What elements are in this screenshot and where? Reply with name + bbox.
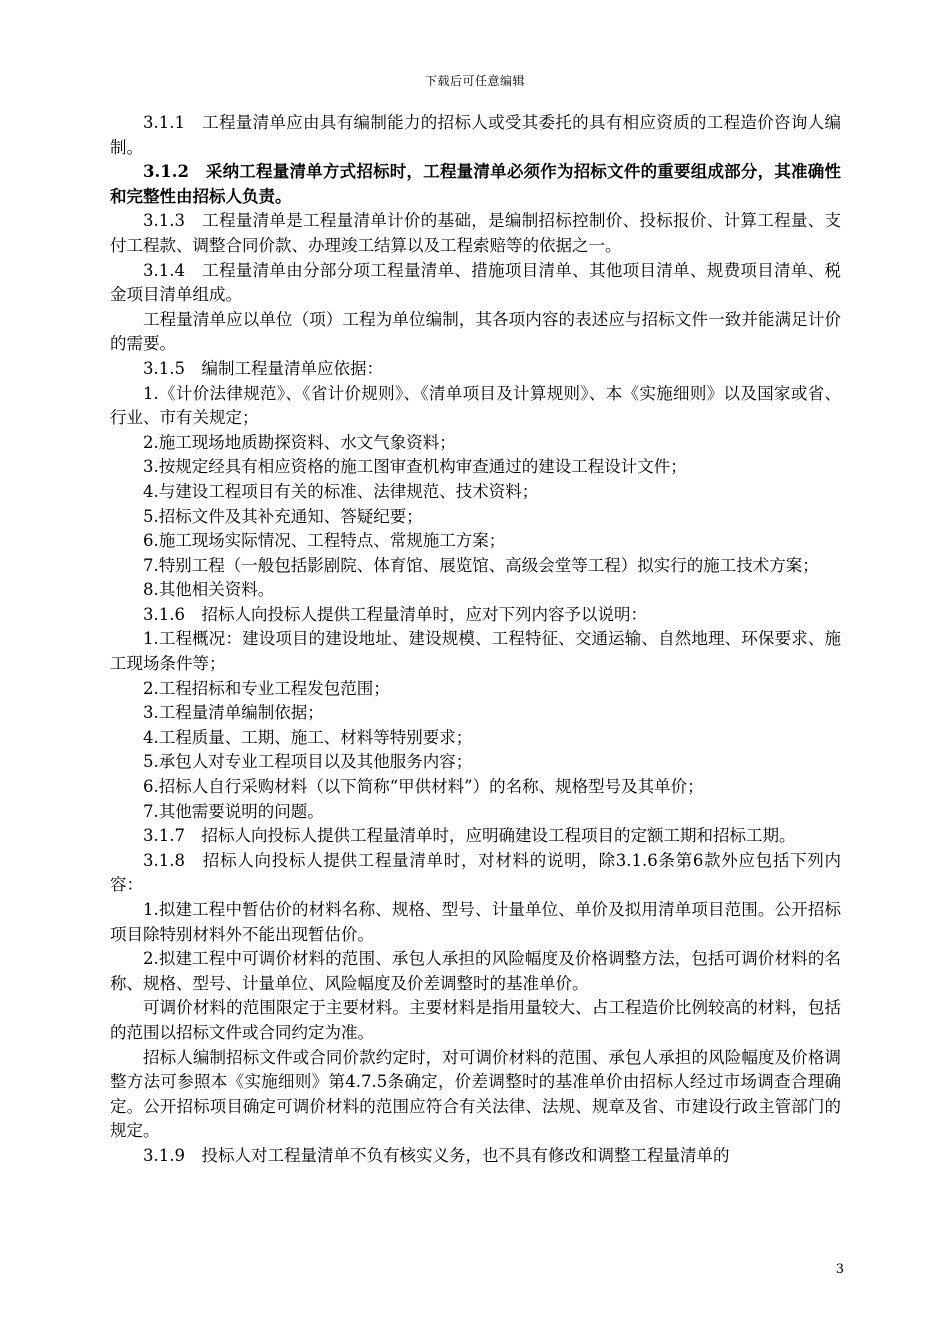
paragraph: 5.承包人对专业工程项目以及其他服务内容； [143, 752, 473, 772]
paragraph: 招标人编制招标文件或合同价款约定时，对可调价材料的范围、承包人承担的风险幅度及价格调整方法可参照本《实施细则》第4.7.5条确定，价差调整时的基准单价由招标人经过市场调查合理确定。公开招标项目确定可调价材料的范围应符合有关法律、法规、规章及省、市建设行政主管部门的规定。 [110, 1047, 841, 1141]
paragraph: 6.招标人自行采购材料（以下简称“甲供材料”）的名称、规格型号及其单价； [143, 777, 704, 797]
paragraph: 4.与建设工程项目有关的标准、法律规范、技术资料； [143, 481, 539, 501]
page-number: 3 [835, 1262, 844, 1277]
paragraph: 2.施工现场地质勘探资料、水文气象资料； [143, 432, 456, 452]
paragraph: 3.1.9 投标人对工程量清单不负有核实义务，也不具有修改和调整工程量清单的 [143, 1145, 730, 1165]
paragraph: 3.工程量清单编制依据； [143, 703, 324, 723]
paragraph: 3.1.5 编制工程量清单应依据： [143, 358, 383, 378]
page-header: 下载后可任意编辑 [424, 74, 525, 88]
paragraph: 3.按规定经具有相应资格的施工图审查机构审查通过的建设工程设计文件； [143, 457, 687, 477]
paragraph: 8.其他相关资料。 [143, 580, 275, 600]
paragraph: 可调价材料的范围限定于主要材料。主要材料是指用量较大、占工程造价比例较高的材料，包括的范围以招标文件或合同约定为准。 [110, 998, 841, 1042]
paragraph: 3.1.4 工程量清单由分部分项工程量清单、措施项目清单、其他项目清单、规费项目清单、税金项目清单组成。 [110, 260, 841, 305]
paragraph: 工程量清单应以单位（项）工程为单位编制，其各项内容的表述应与招标文件一致并能满足计价的需要。 [110, 309, 841, 354]
paragraph: 1.拟建工程中暂估价的材料名称、规格、型号、计量单位、单价及拟用清单项目范围。公开招标项目除特别材料外不能出现暂估价。 [110, 900, 841, 944]
document-body [110, 111, 841, 1169]
paragraph: 3.1.6 招标人向投标人提供工程量清单时，应对下列内容予以说明： [143, 604, 647, 624]
paragraph: 3.1.8 招标人向投标人提供工程量清单时，对材料的说明，除3.1.6条第6款外应包括下列内容： [110, 850, 841, 895]
paragraph: 3.1.1 工程量清单应由具有编制能力的招标人或受其委托的具有相应资质的工程造价咨询人编制。 [110, 113, 841, 157]
paragraph: 3.1.2 采纳工程量清单方式招标时，工程量清单必须作为招标文件的重要组成部分，其准确性和完整性由招标人负责。 [110, 162, 841, 206]
paragraph: 3.1.7 招标人向投标人提供工程量清单时，应明确建设工程项目的定额工期和招标工期。 [143, 826, 796, 846]
paragraph: 6.施工现场实际情况、工程特点、常规施工方案； [143, 531, 506, 551]
paragraph: 7.其他需要说明的问题。 [143, 801, 324, 821]
paragraph: 5.招标文件及其补充通知、答疑纪要； [143, 506, 423, 526]
paragraph: 1.工程概况：建设项目的建设地址、建设规模、工程特征、交通运输、自然地理、环保要求、施工现场条件等； [110, 629, 841, 674]
paragraph: 2.工程招标和专业工程发包范围； [143, 678, 390, 698]
paragraph: 1.《计价法律规范》、《省计价规则》、《清单项目及计算规则》、本《实施细则》以及国家或省、行业、市有关规定； [110, 383, 841, 428]
paragraph: 3.1.3 工程量清单是工程量清单计价的基础，是编制招标控制价、投标报价、计算工程量、支付工程款、调整合同价款、办理竣工结算以及工程索赔等的依据之一。 [110, 211, 841, 255]
paragraph: 7.特别工程（一般包括影剧院、体育馆、展览馆、高级会堂等工程）拟实行的施工技术方案； [143, 555, 819, 575]
paragraph: 4.工程质量、工期、施工、材料等特别要求； [143, 727, 473, 747]
paragraph: 2.拟建工程中可调价材料的范围、承包人承担的风险幅度及价格调整方法，包括可调价材料的名称、规格、型号、计量单位、风险幅度及价差调整时的基准单价。 [110, 949, 841, 993]
